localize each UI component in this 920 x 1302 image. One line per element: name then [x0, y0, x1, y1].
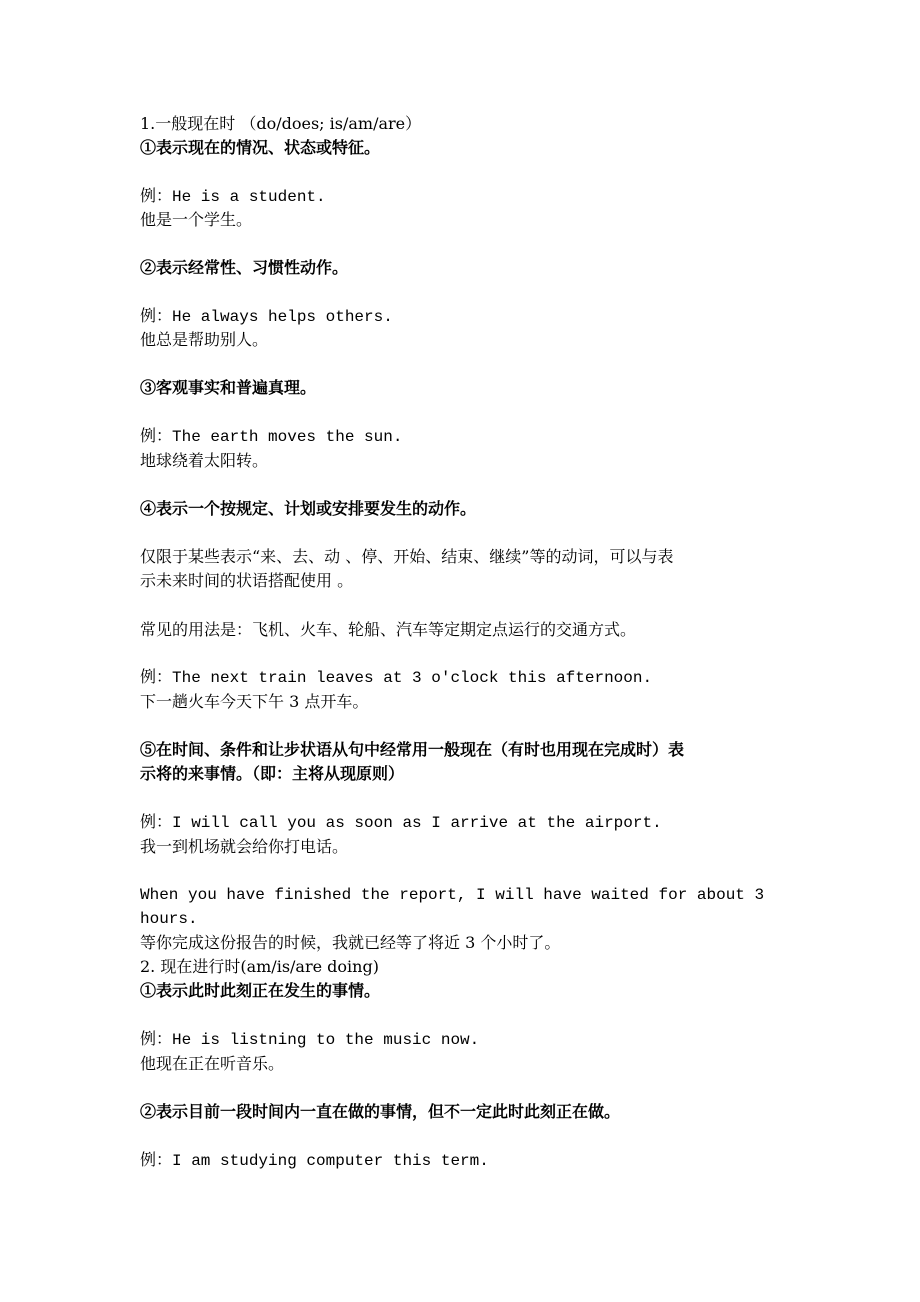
section2-rule2-title: ②表示目前一段时间内一直在做的事情，但不一定此时此刻正在做。	[140, 1102, 621, 1121]
section1-rule5-title-line1: ⑤在时间、条件和让步状语从句中经常用一般现在（有时也用现在完成时）表	[140, 740, 685, 759]
section2-rule1-example-en: 例：He is listning to the music now.	[140, 1031, 480, 1049]
section1-rule2-example-zh: 他总是帮助别人。	[140, 330, 269, 349]
section1-rule4-example-zh: 下一趟火车今天下午 3 点开车。	[140, 692, 369, 711]
section1-rule4-note-line2: 示未来时间的状语搭配使用 。	[140, 571, 354, 590]
section2-rule1-title: ①表示此时此刻正在发生的事情。	[140, 981, 381, 1000]
section2-rule1-example-zh: 他现在正在听音乐。	[140, 1054, 285, 1073]
section1-rule5-example2-zh: 等你完成这份报告的时候，我就已经等了将近 3 个小时了。	[140, 933, 561, 952]
section1-heading: 1.一般现在时 （do/does; is/am/are）	[140, 114, 422, 133]
section1-rule4-example-en: 例：The next train leaves at 3 o'clock this afternoon.	[140, 669, 653, 687]
section1-rule3-title: ③客观事实和普遍真理。	[140, 378, 317, 397]
section1-rule4-title: ④表示一个按规定、计划或安排要发生的动作。	[140, 499, 477, 518]
section2-rule2-example-en: 例：I am studying computer this term.	[140, 1152, 489, 1170]
section1-rule3-example-zh: 地球绕着太阳转。	[140, 451, 269, 470]
section1-rule5-example1-zh: 我一到机场就会给你打电话。	[140, 837, 349, 856]
section1-rule1-example-zh: 他是一个学生。	[140, 210, 253, 229]
section1-rule5-title-line2: 示将的来事情。（即：主将从现原则）	[140, 764, 405, 783]
section1-rule4-note-line1: 仅限于某些表示“来、去、动 、停、开始、结束、继续”等的动词，可以与表	[140, 547, 674, 566]
section1-rule5-example1-en: 例：I will call you as soon as I arrive at the airport.	[140, 814, 662, 832]
section1-rule3-example-en: 例：The earth moves the sun.	[140, 428, 403, 446]
section1-rule5-example2-en-line1: When you have finished the report, I will have waited for about 3	[140, 886, 765, 904]
section1-rule2-title: ②表示经常性、习惯性动作。	[140, 258, 349, 277]
section1-rule2-example-en: 例：He always helps others.	[140, 308, 393, 326]
section1-rule4-usage: 常见的用法是：飞机、火车、轮船、汽车等定期定点运行的交通方式。	[140, 620, 637, 639]
section2-heading: 2. 现在进行时(am/is/are doing)	[140, 957, 379, 976]
section1-rule1-example-en: 例：He is a student.	[140, 188, 326, 206]
section1-rule1-title: ①表示现在的情况、状态或特征。	[140, 138, 381, 157]
section1-rule5-example2-en-line2: hours.	[140, 910, 198, 928]
